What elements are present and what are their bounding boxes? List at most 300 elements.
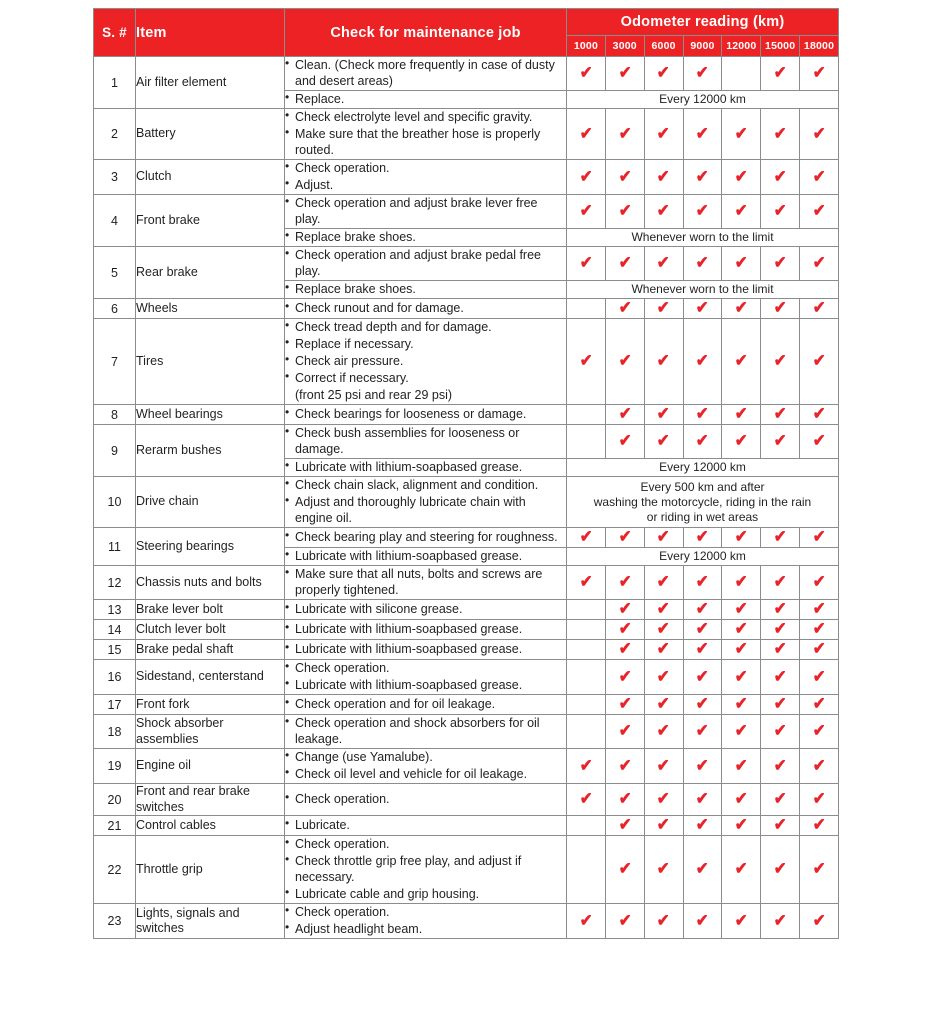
job-list: [285, 109, 566, 158]
table-row: [94, 405, 839, 425]
checkmark-cell: [683, 904, 722, 939]
job-item: • Check oil level and vehicle for oil leakage.: [285, 766, 566, 782]
table-row: [94, 57, 839, 91]
checkmark-cell: [722, 660, 761, 695]
check-icon: ✔: [696, 351, 709, 370]
table-row: [94, 640, 839, 660]
checkmark-cell: [683, 660, 722, 695]
checkmark-cell: [605, 425, 644, 459]
checkmark-cell: [761, 247, 800, 281]
job-item: • Check operation.: [285, 791, 566, 807]
checkmark-cell: [644, 160, 683, 195]
check-icon: ✔: [734, 599, 748, 618]
check-icon: ✔: [773, 789, 787, 809]
table-row: [94, 528, 839, 548]
check-icon: ✔: [696, 63, 709, 82]
checkmark-cell: [800, 109, 839, 160]
check-icon: ✔: [657, 572, 671, 591]
checkmark-cell: [683, 247, 722, 281]
checkmark-cell: [605, 600, 644, 620]
job-list: [285, 247, 566, 279]
job-item: • Check operation.: [285, 836, 566, 852]
checkmark-cell: [567, 784, 606, 816]
checkmark-cell: [644, 247, 683, 281]
checkmark-cell: [644, 319, 683, 405]
checkmark-cell: [722, 566, 761, 600]
check-icon: ✔: [657, 859, 671, 879]
check-icon: ✔: [618, 298, 632, 317]
job-list: [285, 160, 566, 193]
check-icon: ✔: [734, 639, 748, 658]
checkmark-cell: [683, 528, 722, 548]
check-icon: ✔: [618, 619, 632, 638]
interval-note-line: or riding in wet areas: [646, 509, 759, 524]
check-icon: ✔: [618, 527, 632, 546]
checkmark-cell: [722, 904, 761, 939]
checkmark-cell: [761, 816, 800, 836]
check-icon: ✔: [773, 639, 787, 658]
check-icon: ✔: [773, 298, 787, 317]
checkmark-cell: [644, 660, 683, 695]
check-icon: ✔: [696, 666, 709, 686]
job-item: • Check throttle grip free play, and adjust if necessary.: [285, 853, 566, 885]
checkmark-cell: [605, 749, 644, 784]
job-item: • Check runout and for damage.: [285, 300, 566, 316]
row-serial-number: 21: [94, 816, 136, 836]
check-icon: ✔: [657, 404, 671, 423]
checkmark-cell: [605, 57, 644, 91]
row-item-name: Control cables: [136, 816, 285, 836]
check-icon: ✔: [618, 721, 632, 740]
job-list: [285, 836, 566, 902]
row-maintenance-jobs: [285, 281, 567, 299]
row-serial-number: 8: [94, 405, 136, 425]
check-icon: ✔: [579, 201, 593, 220]
job-list: [285, 229, 566, 245]
empty-cell: [567, 660, 606, 695]
checkmark-cell: [800, 425, 839, 459]
job-item: • Lubricate with lithium-soapbased grease.: [285, 621, 566, 637]
check-icon: ✔: [773, 527, 787, 546]
row-item-name: Front brake: [136, 195, 285, 247]
job-item: • Lubricate with lithium-soapbased grease.: [285, 548, 566, 564]
checkmark-cell: [683, 816, 722, 836]
empty-cell: [567, 405, 606, 425]
row-maintenance-jobs: [285, 640, 567, 660]
row-item-name: Wheel bearings: [136, 405, 285, 425]
check-icon: ✔: [812, 572, 826, 591]
check-icon: ✔: [734, 431, 748, 450]
job-item: • Check operation.: [285, 904, 566, 920]
check-icon: ✔: [773, 572, 787, 591]
row-maintenance-jobs: [285, 405, 567, 425]
checkmark-cell: [800, 566, 839, 600]
checkmark-cell: [567, 749, 606, 784]
check-icon: ✔: [618, 431, 632, 450]
checkmark-cell: [761, 640, 800, 660]
checkmark-cell: [683, 405, 722, 425]
checkmark-cell: [761, 109, 800, 160]
check-icon: ✔: [812, 815, 826, 835]
header-check-for-maintenance-job: Check for maintenance job: [285, 9, 567, 57]
job-item: • Check bearing play and steering for roughness.: [285, 529, 566, 545]
checkmark-cell: [800, 160, 839, 195]
row-maintenance-jobs: [285, 715, 567, 749]
job-item: • Clean. (Check more frequently in case of dusty and desert areas): [285, 57, 566, 89]
interval-note-multiline: [567, 477, 839, 528]
checkmark-cell: [761, 319, 800, 405]
table-row: [94, 749, 839, 784]
checkmark-cell: [722, 600, 761, 620]
row-serial-number: 16: [94, 660, 136, 695]
row-maintenance-jobs: [285, 620, 567, 640]
row-maintenance-jobs: [285, 299, 567, 319]
table-row: [94, 319, 839, 405]
row-serial-number: 20: [94, 784, 136, 816]
checkmark-cell: [722, 195, 761, 229]
check-icon: ✔: [734, 351, 748, 370]
checkmark-cell: [722, 784, 761, 816]
row-item-name: Lights, signals and switches: [136, 904, 285, 939]
checkmark-cell: [761, 57, 800, 91]
check-icon: ✔: [657, 431, 671, 450]
check-icon: ✔: [657, 666, 671, 686]
check-icon: ✔: [812, 666, 826, 686]
check-icon: ✔: [618, 789, 632, 809]
check-icon: ✔: [812, 910, 826, 930]
check-icon: ✔: [734, 404, 748, 423]
table-row: [94, 425, 839, 459]
checkmark-cell: [605, 904, 644, 939]
job-item: • Replace.: [285, 91, 566, 107]
check-icon: ✔: [657, 721, 671, 740]
check-icon: ✔: [579, 166, 593, 186]
empty-cell: [567, 620, 606, 640]
checkmark-cell: [683, 299, 722, 319]
row-maintenance-jobs: [285, 247, 567, 281]
table-row: [94, 109, 839, 160]
row-item-name: Shock absorber assemblies: [136, 715, 285, 749]
checkmark-cell: [644, 195, 683, 229]
empty-cell: [567, 425, 606, 459]
check-icon: ✔: [773, 351, 787, 370]
row-maintenance-jobs: [285, 195, 567, 229]
checkmark-cell: [761, 695, 800, 715]
empty-cell: [567, 695, 606, 715]
checkmark-cell: [800, 715, 839, 749]
checkmark-cell: [605, 247, 644, 281]
check-icon: ✔: [812, 431, 826, 450]
job-item: (front 25 psi and rear 29 psi): [295, 388, 453, 402]
row-serial-number: 19: [94, 749, 136, 784]
job-list: [285, 566, 566, 598]
row-item-name: Sidestand, centerstand: [136, 660, 285, 695]
job-list: [285, 904, 566, 937]
job-item: • Replace if necessary.: [285, 336, 566, 352]
row-serial-number: 3: [94, 160, 136, 195]
row-item-name: Drive chain: [136, 477, 285, 528]
checkmark-cell: [605, 160, 644, 195]
checkmark-cell: [567, 195, 606, 229]
checkmark-cell: [800, 695, 839, 715]
empty-cell: [567, 836, 606, 904]
check-icon: ✔: [734, 253, 748, 272]
job-list: [285, 425, 566, 457]
check-icon: ✔: [657, 815, 671, 835]
job-list: [285, 641, 566, 657]
check-icon: ✔: [734, 572, 748, 591]
job-list: [285, 529, 566, 545]
check-icon: ✔: [696, 298, 709, 317]
row-maintenance-jobs: [285, 160, 567, 195]
check-icon: ✔: [812, 694, 826, 713]
check-icon: ✔: [734, 527, 748, 546]
job-list: [285, 57, 566, 89]
check-icon: ✔: [773, 431, 787, 450]
checkmark-cell: [800, 600, 839, 620]
checkmark-cell: [644, 784, 683, 816]
checkmark-cell: [761, 299, 800, 319]
table-body: [94, 57, 839, 939]
row-maintenance-jobs: [285, 566, 567, 600]
table-row: [94, 715, 839, 749]
check-icon: ✔: [734, 721, 748, 740]
check-icon: ✔: [618, 859, 632, 879]
checkmark-cell: [722, 640, 761, 660]
check-icon: ✔: [734, 619, 748, 638]
job-list: [285, 548, 566, 564]
checkmark-cell: [761, 836, 800, 904]
header-item: Item: [136, 9, 285, 57]
row-serial-number: 11: [94, 528, 136, 566]
job-item: • Lubricate with lithium-soapbased grease.: [285, 677, 566, 693]
check-icon: ✔: [657, 123, 671, 143]
check-icon: ✔: [696, 789, 709, 809]
check-icon: ✔: [618, 63, 632, 82]
check-icon: ✔: [773, 63, 787, 82]
header-km-6000: 6000: [644, 36, 683, 57]
check-icon: ✔: [734, 123, 748, 143]
check-icon: ✔: [773, 721, 787, 740]
checkmark-cell: [722, 695, 761, 715]
empty-cell: [567, 600, 606, 620]
checkmark-cell: [605, 405, 644, 425]
job-item: • Check bush assemblies for looseness or damage.: [285, 425, 566, 457]
row-item-name: Brake pedal shaft: [136, 640, 285, 660]
checkmark-cell: [800, 836, 839, 904]
check-icon: ✔: [773, 666, 787, 686]
checkmark-cell: [605, 816, 644, 836]
check-icon: ✔: [734, 298, 748, 317]
job-item: • Check operation and shock absorbers for oil leakage.: [285, 715, 566, 747]
checkmark-cell: [644, 425, 683, 459]
check-icon: ✔: [618, 639, 632, 658]
job-list: [285, 601, 566, 617]
header-km-9000: 9000: [683, 36, 722, 57]
checkmark-cell: [567, 160, 606, 195]
checkmark-cell: [644, 749, 683, 784]
row-item-name: Rear brake: [136, 247, 285, 299]
check-icon: ✔: [812, 859, 826, 879]
checkmark-cell: [644, 109, 683, 160]
row-serial-number: 5: [94, 247, 136, 299]
checkmark-cell: [605, 299, 644, 319]
job-item: • Check air pressure.: [285, 353, 566, 369]
check-icon: ✔: [657, 253, 671, 272]
row-serial-number: 6: [94, 299, 136, 319]
job-item: • Correct if necessary.: [285, 370, 566, 386]
table-row: [94, 566, 839, 600]
checkmark-cell: [800, 660, 839, 695]
interval-note-line: washing the motorcycle, riding in the rain: [593, 494, 812, 509]
job-item: • Adjust.: [285, 177, 566, 193]
interval-note: Every 12000 km: [567, 91, 839, 109]
job-item: • Check chain slack, alignment and condition.: [285, 477, 566, 493]
interval-note: Every 12000 km: [567, 459, 839, 477]
checkmark-cell: [683, 319, 722, 405]
check-icon: ✔: [696, 431, 709, 450]
interval-note: Whenever worn to the limit: [567, 229, 839, 247]
check-icon: ✔: [734, 815, 748, 835]
checkmark-cell: [800, 247, 839, 281]
check-icon: ✔: [657, 201, 671, 220]
check-icon: ✔: [812, 63, 826, 82]
check-icon: ✔: [696, 201, 709, 220]
row-maintenance-jobs: [285, 695, 567, 715]
header-km-3000: 3000: [605, 36, 644, 57]
check-icon: ✔: [696, 910, 709, 930]
check-icon: ✔: [618, 123, 632, 143]
job-list: [285, 195, 566, 227]
empty-cell: [722, 57, 761, 91]
check-icon: ✔: [657, 619, 671, 638]
checkmark-cell: [761, 405, 800, 425]
row-maintenance-jobs: [285, 784, 567, 816]
checkmark-cell: [761, 528, 800, 548]
job-item: • Check operation and for oil leakage.: [285, 696, 566, 712]
header-km-18000: 18000: [800, 36, 839, 57]
check-icon: ✔: [579, 572, 593, 591]
checkmark-cell: [567, 57, 606, 91]
table-row: [94, 660, 839, 695]
checkmark-cell: [722, 816, 761, 836]
row-serial-number: 2: [94, 109, 136, 160]
checkmark-cell: [761, 620, 800, 640]
row-maintenance-jobs: [285, 528, 567, 548]
row-serial-number: 10: [94, 477, 136, 528]
check-icon: ✔: [734, 201, 748, 220]
checkmark-cell: [644, 600, 683, 620]
checkmark-cell: [683, 57, 722, 91]
job-item: • Replace brake shoes.: [285, 229, 566, 245]
check-icon: ✔: [579, 527, 593, 546]
checkmark-cell: [800, 319, 839, 405]
check-icon: ✔: [812, 599, 826, 618]
checkmark-cell: [605, 715, 644, 749]
check-icon: ✔: [773, 619, 787, 638]
row-item-name: Battery: [136, 109, 285, 160]
check-icon: ✔: [657, 599, 671, 618]
check-icon: ✔: [734, 166, 748, 186]
job-list: [285, 696, 566, 712]
table-row: [94, 695, 839, 715]
row-maintenance-jobs: [285, 660, 567, 695]
check-icon: ✔: [657, 351, 671, 370]
job-list: [285, 817, 566, 833]
check-icon: ✔: [618, 666, 632, 686]
check-icon: ✔: [773, 404, 787, 423]
check-icon: ✔: [696, 815, 709, 835]
checkmark-cell: [644, 816, 683, 836]
check-icon: ✔: [812, 404, 826, 423]
check-icon: ✔: [696, 123, 709, 143]
checkmark-cell: [567, 109, 606, 160]
checkmark-cell: [800, 749, 839, 784]
check-icon: ✔: [618, 599, 632, 618]
check-icon: ✔: [773, 694, 787, 713]
check-icon: ✔: [579, 789, 593, 809]
checkmark-cell: [722, 425, 761, 459]
row-item-name: Chassis nuts and bolts: [136, 566, 285, 600]
header-km-15000: 15000: [761, 36, 800, 57]
check-icon: ✔: [812, 166, 826, 186]
check-icon: ✔: [696, 572, 709, 591]
check-icon: ✔: [696, 253, 709, 272]
check-icon: ✔: [812, 253, 826, 272]
check-icon: ✔: [618, 694, 632, 713]
checkmark-cell: [605, 195, 644, 229]
checkmark-cell: [644, 57, 683, 91]
row-item-name: Wheels: [136, 299, 285, 319]
check-icon: ✔: [734, 910, 748, 930]
job-item: • Check electrolyte level and specific gravity.: [285, 109, 566, 125]
table-row: [94, 784, 839, 816]
job-item: • Change (use Yamalube).: [285, 749, 566, 765]
checkmark-cell: [683, 620, 722, 640]
job-item: • Check operation and adjust brake lever free play.: [285, 195, 566, 227]
row-item-name: Clutch: [136, 160, 285, 195]
table-row: [94, 836, 839, 904]
check-icon: ✔: [696, 694, 709, 713]
checkmark-cell: [761, 566, 800, 600]
row-maintenance-jobs: [285, 91, 567, 109]
checkmark-cell: [644, 299, 683, 319]
check-icon: ✔: [696, 755, 709, 775]
checkmark-cell: [722, 299, 761, 319]
row-maintenance-jobs: [285, 109, 567, 160]
check-icon: ✔: [618, 351, 632, 370]
job-item: • Lubricate with lithium-soapbased grease.: [285, 459, 566, 475]
checkmark-cell: [800, 299, 839, 319]
job-item: • Adjust and thoroughly lubricate chain with engine oil.: [285, 494, 566, 526]
check-icon: ✔: [696, 166, 709, 186]
checkmark-cell: [567, 247, 606, 281]
check-icon: ✔: [579, 755, 593, 775]
interval-note-line: Every 500 km and after: [640, 479, 765, 494]
checkmark-cell: [683, 784, 722, 816]
checkmark-cell: [605, 784, 644, 816]
checkmark-cell: [722, 620, 761, 640]
job-item: • Replace brake shoes.: [285, 281, 566, 297]
row-serial-number: 13: [94, 600, 136, 620]
table-row: [94, 816, 839, 836]
row-item-name: Engine oil: [136, 749, 285, 784]
row-maintenance-jobs: [285, 57, 567, 91]
check-icon: ✔: [773, 599, 787, 618]
check-icon: ✔: [812, 721, 826, 740]
checkmark-cell: [722, 715, 761, 749]
header-km-1000: 1000: [567, 36, 606, 57]
